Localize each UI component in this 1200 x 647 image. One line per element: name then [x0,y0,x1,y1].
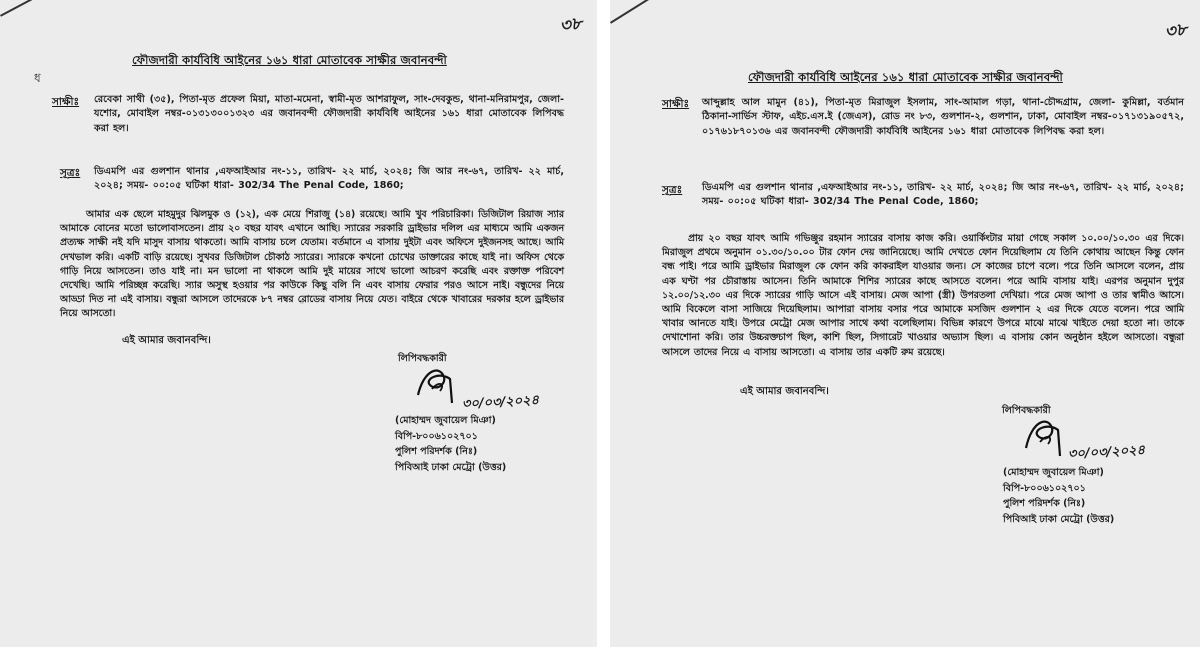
officer-block [395,413,506,475]
witness-label: সাক্ষীঃ [52,96,80,108]
officer-bp-number: বিপি-৮০০৬১০২৭০১ [395,430,478,442]
statement-closing: এই আমার জবানবন্দি। [122,335,211,346]
page-divider [597,0,610,647]
case-reference: ডিএমপি এর গুলশান থানার ,এফআইআর নং-১১, তারিখ- ২২ মার্চ, ২০২৪; জি আর নং-৬৭, তারিখ- ২২ মার্চ, ২০২৪; সময়- ০০:০৫ ঘটিকা ধারা- 302/34 The Penal Code, 1860; [94,166,564,192]
officer-unit: পিবিআই ঢাকা মেট্রো (উত্তর) [1003,513,1115,525]
corner-fold-mark [0,0,54,17]
witness-details: আব্দুল্লাহ আল মামুন (৪১), পিতা-মৃত মিরাজুল ইসলাম, সাং-আমাল গড়া, থানা-চৌদ্দগ্রাম, জেলা- কুমিল্লা, বর্তমান ঠিকানা-সার্ভিস স্টাফ, এইচ.এস.ই (জেএস), রোড নং ৮৩, গুলশান-২, গুলশান, ঢাকা, মোবাইল নম্বর-০১৭১৩১৯০৫৭২, ০১৭৬১৮৭০১৩৬ এর জবানবন্দী ফৌজদারী কার্যবিধি আইনের ১৬১ ধারা মোতাবেক লিপিবদ্ধ করা হল। [702,97,1184,137]
document-title: ফৌজদারী কার্যবিধি আইনের ১৬১ ধারা মোতাবেক সাক্ষীর জবানবন্দী [132,53,447,67]
officer-block [1003,465,1114,527]
scan-speck [1158,290,1165,297]
scan-speck [300,300,304,304]
officer-name: (মোহাম্মদ জুবায়েল মিঞা) [395,415,496,426]
officer-name: (মোহাম্মদ জুবায়েল মিঞা) [1003,467,1104,478]
scan-speck [470,268,476,274]
statement-closing: এই আমার জবানবন্দি। [740,386,829,397]
source-label: সূত্রঃ [662,184,683,196]
stray-mark: ধ [34,71,41,85]
scan-speck [1148,320,1153,325]
document-title: ফৌজদারী কার্যবিধি আইনের ১৬১ ধারা মোতাবেক সাক্ষীর জবানবন্দী [748,70,1063,84]
page-number: ৩৮ [558,13,584,37]
signature-date: ৩০/০৩/২০২৪ [461,392,540,413]
page-number: ৩৮ [1163,19,1189,43]
scan-speck [1170,305,1174,309]
officer-rank: পুলিশ পরিদর্শক (নিঃ) [395,446,478,457]
officer-bp-number: বিপি-৮০০৬১০২৭০১ [1003,482,1086,494]
document-page-left [0,0,597,647]
case-reference: ডিএমপি এর গুলশান থানার ,এফআইআর নং-১১, তারিখ- ২২ মার্চ, ২০২৪; জি আর নং-৬৭, তারিখ- ২২ মার্চ, ২০২৪; সময়- ০০:০৫ ঘটিকা ধারা- 302/34 The Penal Code, 1860; [702,182,1184,208]
statement-body: প্রায় ২০ বছর যাবৎ আমি গভিঞ্জুর রহমান স্যারের বাসায় কাজ করি। ওয়ার্কিংটার মায়া গেছে সকাল ১০.০০/১০.৩০ এর দিকে। মিরাজুল প্রথমে অনুমান ০১.৩০/১০.০০ টার ফোন দেয় জানিয়েছে। আমি দেখতে ফোন দিয়েছিলাম যে তিনি কোথায় আছেন কিন্তু ফোন বন্ধ পাই। পরে আমি ড্রাইভার মিরাজুল কে ফোন করি কাকরাইল যাওয়ার জন্য। সে কাজের চাপে বলে। পরে তিনি আসলে বলেন, প্রায় এক ঘণ্টা পর চৌরাস্তায় আসেন। তিনি আমাকে শিশির স্যারের কাছে আসতে বলেন। পরে আমি বাসায় যাই। এরপর অনুমান দুপুর ১২.০০/১২.৩০ এর দিকে স্যারের গাড়ি আসে এই বাসায়। মেজ আপা (স্ত্রী) উপরতলা দেখিয়া। পরে মেজ আপা ও তার স্বামীও আসে। আমি বিকেলে বাসা সাজিয়ে দিয়েছিলাম। আপারা বাসায় বসার পরে আমাকে মসজিদ গুলশান ২ এর দিকে যেতে বলেন। পরে আমি খাবার আনতে যাই। উপরে মেট্রো মেজ আপার সাথে কথা বলেছিলাম। বিভিন্ন কারণে উপরে মাঝে মাঝে খাইতে দেয়া হতো না। তাকে দেখাশোনা করি। তার উচ্চরক্তচাপ ছিল, কাশি ছিল, সিগারেট খাওয়ার অভ্যাস ছিল। এ বাসায় কোন অনুষ্ঠান হইলে আসতো। বন্ধুরা আসলে তাদের নিয়ে এ বাসায় আসতো। এ বাসায় তার একটি রুম রয়েছে। [662,233,1184,358]
officer-rank: পুলিশ পরিদর্শক (নিঃ) [1003,498,1086,509]
witness-details: রেবেকা সাথী (৩৫), পিতা-মৃত প্রফেল মিয়া, মাতা-মমেনা, স্বামী-মৃত আশরাফুল, সাং-দেবকুন্ড, থানা-মনিরামপুর, জেলা-যশোর, মোবাইল নম্বর-০১৩১৩০০১৩২৩ এর জবানবন্দী ফৌজদারী কার্যবিধি আইনের ১৬১ ধারা মোতাবেক লিপিবদ্ধ করা হল। [94,94,564,134]
source-label: সূত্রঃ [60,167,81,179]
document-page-right [610,0,1200,647]
corner-fold-mark [610,0,662,24]
recorder-caption: লিপিবদ্ধকারী [398,353,447,364]
signature-date: ৩০/০৩/২০২৪ [1067,442,1146,463]
witness-label: সাক্ষীঃ [662,98,690,110]
officer-unit: পিবিআই ঢাকা মেট্রো (উত্তর) [395,461,507,473]
recorder-caption: লিপিবদ্ধকারী [1002,405,1051,416]
statement-body: আমার এক ছেলে মাহমুদুর ঝিলমুক ও (১২), এক মেয়ে শিরাজু (১৪) রয়েছে। আমি খুব পরিচারিকা। ডিজিটাল রিয়াজ স্যার আমাকে বোনের মতো ভালোবাসতেন। প্রায় ২০ বছর যাবৎ এখানে আছি। স্যারের সরকারি ড্রাইভার দলিল এর মাধ্যমে আমি একজন প্রত্যক্ষ সাক্ষী নই যদি মাসুদ বাসায় থাকতো। আমি বাসায় চলে যেতাম। বর্তমানে এ বাসায় দুইটা এবং অফিসে দুইজনসহ আছে। আমি দেখভাল করি। একটি বাড়ি রয়েছে। সুখবর ডিজিটাল চৌকাঠ স্যারের। স্যারকে কখনো চোখের ডাক্তারের কাছে যাই না। অফিস থেকে গাড়ি নিয়ে আসতেন। তাও যাই না। মন ভালো না থাকলে আমি দুই মায়ের সাথে ভালো আচরণ করেছি এবং রক্তাক্ত পরিবেশ দেখেছি। আমি পরিচ্ছন্ন করেছি। স্যার অসুস্থ হওয়ার পর কাউকে কিছু বলি নি এবং বাসায় ফেরার পরও আসে নাই। বন্ধুদের নিয়ে আড্ডা দিত না এই বাসায়। বন্ধুরা আসলে তাদেরকে ৮৭ নম্বর রোডের বাসায় নিয়ে যেত। বাইরে থেকে খাবারের দরকার হলে ড্রাইভার নিয়ে আসতো। [60,209,564,320]
